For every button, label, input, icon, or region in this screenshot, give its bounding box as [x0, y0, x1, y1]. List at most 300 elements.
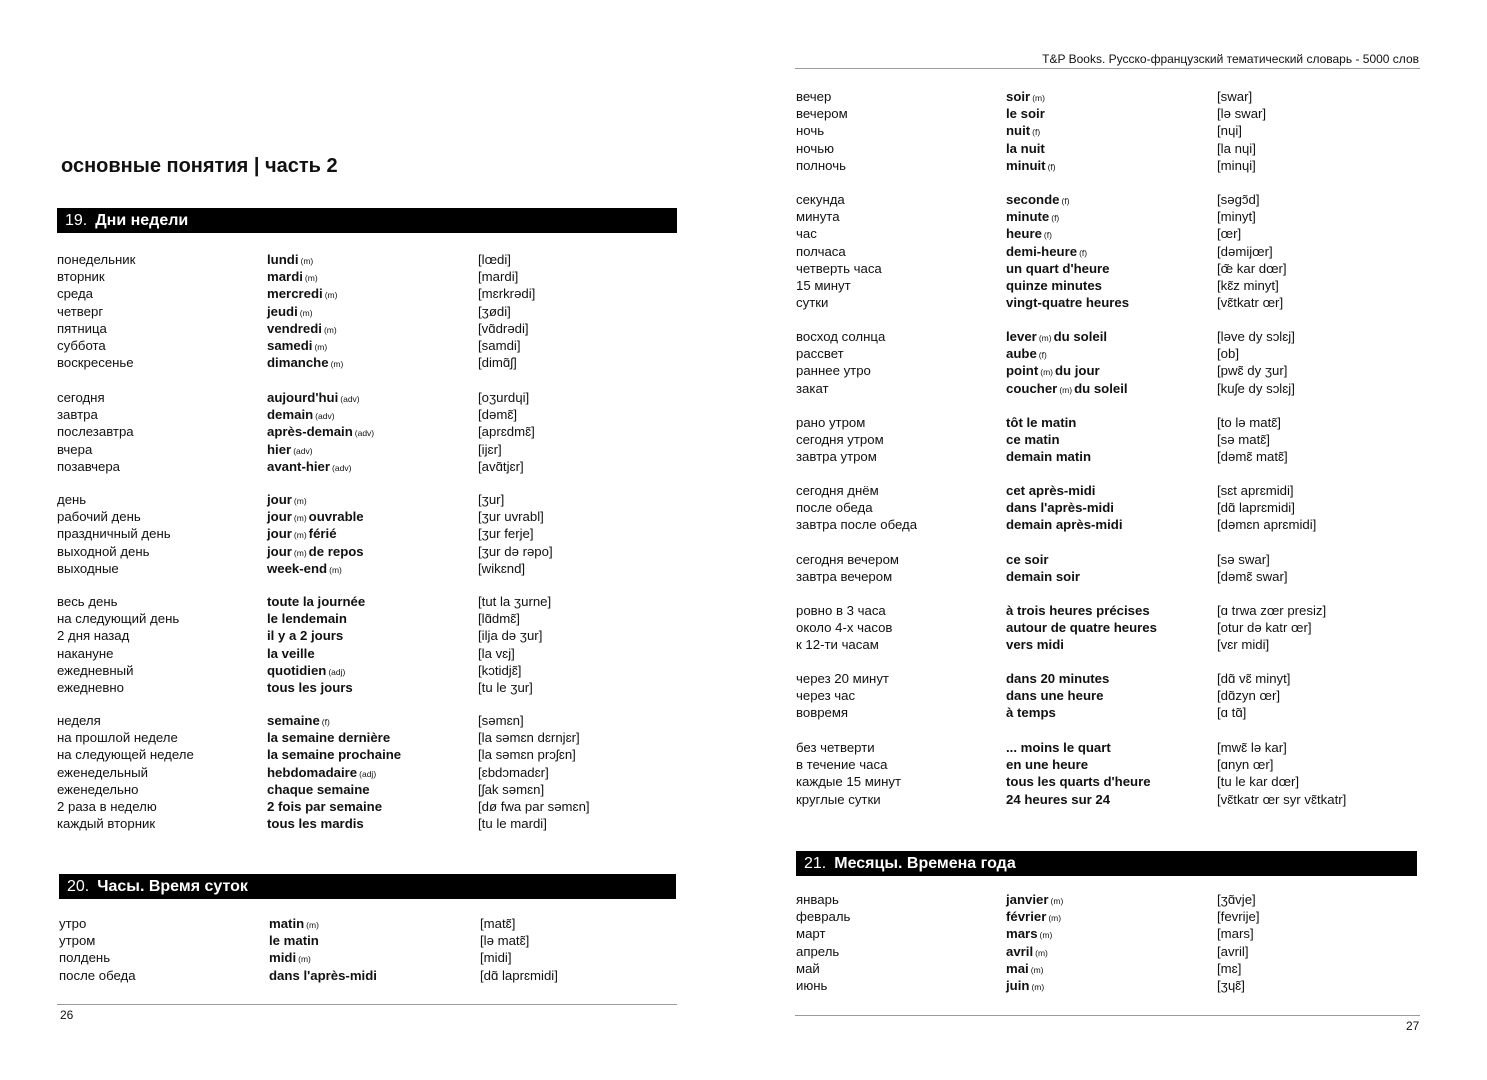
vocab-row [57, 645, 697, 662]
grammar-tag: (adv) [354, 428, 375, 439]
vocab-row [57, 268, 697, 285]
transcription: [vɛ̃tkatr œr syr vɛ̃tkatr] [1217, 791, 1347, 807]
vocab-row [796, 568, 1436, 585]
vocab-row [796, 602, 1436, 619]
transcription: [minɥi] [1217, 157, 1256, 173]
french-term-continued: de repos [308, 543, 364, 559]
transcription: [ob] [1217, 346, 1239, 362]
russian-word: послезавтра [57, 424, 134, 440]
vocab-row [796, 431, 1436, 448]
french-term: hier [267, 441, 292, 457]
french-term: en une heure [1006, 757, 1089, 773]
grammar-tag: (m) [1048, 913, 1062, 924]
french-term-continued: férié [308, 526, 337, 542]
french-term: seconde [1006, 192, 1060, 207]
transcription: [ləve dy sɔlɛj] [1217, 329, 1295, 344]
transcription: [ʒur də rəpo] [478, 543, 553, 559]
grammar-tag: (m) [1030, 964, 1044, 975]
french-term: minute [1006, 209, 1050, 225]
russian-word: день [57, 492, 87, 507]
russian-word: на следующей неделе [57, 747, 194, 763]
vocab-row [57, 337, 697, 354]
russian-word: восход солнца [796, 329, 886, 344]
transcription: [aprɛdmɛ̃] [478, 424, 535, 440]
french-word [1006, 277, 1102, 294]
vocab-row [796, 345, 1436, 362]
french-word [267, 458, 353, 477]
vocab-row [57, 798, 697, 815]
french-term: aube [1006, 346, 1037, 362]
vocab-group [796, 739, 1436, 808]
transcription: [səgɔ̃d] [1217, 192, 1260, 207]
transcription: [œr] [1217, 226, 1242, 242]
french-word [1006, 105, 1045, 122]
russian-word: завтра утром [796, 449, 877, 465]
french-term: vers midi [1006, 637, 1064, 653]
vocab-row [796, 260, 1436, 277]
vocab-row [59, 932, 699, 949]
vocab-row [796, 739, 1436, 756]
grammar-tag: (m) [300, 256, 314, 266]
french-term: heure [1006, 226, 1042, 242]
grammar-tag: (m) [1031, 981, 1045, 992]
vocab-row [796, 791, 1436, 808]
transcription: [vɑ̃drədi] [478, 320, 529, 336]
russian-word: ежедневно [57, 679, 124, 695]
russian-word: сутки [796, 295, 829, 311]
russian-word: февраль [796, 909, 851, 925]
transcription: [kuʃe dy sɔlɛj] [1217, 380, 1295, 396]
vocab-row [57, 354, 697, 371]
vocab-row [796, 328, 1436, 345]
french-term: jour [267, 492, 292, 507]
grammar-tag: (m) [324, 290, 338, 301]
vocab-row [57, 251, 697, 268]
french-term-continued: ouvrable [308, 509, 364, 525]
transcription: [samdi] [478, 337, 521, 353]
french-term: tôt le matin [1006, 415, 1077, 430]
vocab-row [796, 88, 1436, 105]
vocab-row [796, 105, 1436, 122]
grammar-tag: (m) [1059, 384, 1073, 395]
russian-word: январь [796, 892, 839, 907]
french-term: demain matin [1006, 449, 1092, 465]
russian-word: вовремя [796, 705, 849, 721]
grammar-tag: (m) [1038, 333, 1052, 343]
french-term: samedi [267, 337, 313, 353]
russian-word: полдень [59, 950, 111, 966]
transcription: [swar] [1217, 89, 1253, 104]
french-word [1006, 687, 1103, 704]
french-word [1006, 619, 1157, 636]
transcription: [tu le mardi] [478, 816, 547, 832]
russian-word: после обеда [796, 500, 873, 516]
transcription: [tu le kar dœr] [1217, 774, 1300, 790]
russian-word: воскресенье [57, 355, 134, 371]
transcription: [fevrije] [1217, 909, 1260, 925]
transcription: [səmɛn] [478, 713, 524, 728]
section-21-bar [796, 851, 1417, 876]
vocab-row [796, 122, 1436, 139]
vocab-row [796, 482, 1436, 499]
russian-word: рано утром [796, 415, 866, 430]
vocab-row [796, 756, 1436, 773]
transcription: [la nɥi] [1217, 140, 1256, 156]
vocab-group [796, 191, 1436, 311]
vocab-row [57, 320, 697, 337]
russian-word: ночью [796, 140, 834, 156]
french-term: week-end [267, 560, 328, 576]
russian-word: рабочий день [57, 509, 141, 525]
transcription: [la vɛj] [478, 645, 515, 661]
french-word [1006, 294, 1129, 311]
russian-word: через час [796, 688, 856, 704]
transcription: [dø fwa par səmɛn] [478, 798, 590, 814]
vocab-row [796, 225, 1436, 242]
vocab-group [796, 602, 1436, 654]
vocab-row [57, 406, 697, 423]
french-term-continued: du soleil [1053, 329, 1108, 344]
transcription: [ʃak səmɛn] [478, 781, 545, 797]
grammar-tag: (m) [293, 513, 307, 524]
vocab-row [796, 619, 1436, 636]
french-term: juin [1006, 977, 1030, 993]
french-term: demain soir [1006, 569, 1081, 585]
vocab-group [796, 414, 1436, 466]
transcription: [minyt] [1217, 209, 1256, 225]
french-word [1006, 414, 1076, 431]
grammar-tag: (m) [1039, 930, 1053, 941]
vocab-row [57, 423, 697, 440]
french-term: soir [1006, 89, 1031, 104]
french-word [1006, 636, 1064, 653]
grammar-tag: (adv) [315, 411, 335, 422]
vocab-group [57, 491, 697, 577]
french-term-continued: du jour [1054, 363, 1100, 379]
transcription: [dɑ̃zyn œr] [1217, 688, 1281, 704]
french-term: jeudi [267, 303, 298, 319]
french-term: autour de quatre heures [1006, 620, 1157, 636]
french-word [1006, 516, 1123, 533]
french-term: dans une heure [1006, 688, 1104, 704]
right-page [743, 0, 1487, 1080]
french-word [267, 746, 401, 763]
french-term: matin [269, 916, 305, 931]
russian-word: ночь [796, 123, 825, 139]
russian-word: к 12-ти часам [796, 637, 879, 653]
russian-word: суббота [57, 337, 106, 353]
vocab-row [796, 448, 1436, 465]
vocab-row [57, 729, 697, 746]
grammar-tag: (f) [321, 717, 330, 727]
grammar-tag: (m) [293, 547, 307, 558]
transcription: [dimɑ̃ʃ] [478, 355, 517, 371]
transcription: [dəmijœr] [1217, 243, 1273, 259]
vocab-row [796, 140, 1436, 157]
grammar-tag: (f) [1047, 161, 1056, 172]
russian-word: рассвет [796, 346, 844, 362]
french-term: à trois heures précises [1006, 603, 1150, 618]
vocab-row [57, 560, 697, 577]
vocab-row [796, 157, 1436, 174]
french-term: février [1006, 909, 1047, 925]
vocab-row [796, 294, 1436, 311]
french-term: demain après-midi [1006, 517, 1123, 533]
russian-word: неделя [57, 713, 101, 728]
grammar-tag: (m) [304, 273, 318, 284]
vocab-row [59, 967, 699, 984]
vocab-row [57, 508, 697, 525]
transcription: [pwɛ̃ dy ʒur] [1217, 363, 1288, 379]
vocab-group [57, 712, 697, 832]
french-term: nuit [1006, 123, 1031, 139]
french-term: le soir [1006, 106, 1045, 122]
french-term: il y a 2 jours [267, 628, 344, 644]
russian-word: праздничный день [57, 526, 171, 542]
grammar-tag: (m) [1032, 93, 1045, 103]
french-term: chaque semaine [267, 781, 370, 797]
vocab-row [796, 636, 1436, 653]
french-word [269, 932, 319, 949]
russian-word: полчаса [796, 243, 846, 259]
french-word [267, 798, 382, 815]
transcription: [lə swar] [1217, 106, 1267, 122]
french-term: point [1006, 363, 1039, 379]
french-term: midi [269, 950, 297, 966]
russian-word: вчера [57, 441, 93, 457]
vocab-group [796, 670, 1436, 722]
grammar-tag: (f) [1061, 196, 1070, 206]
vocab-row [57, 389, 697, 406]
russian-word: завтра [57, 407, 98, 423]
footer-rule [57, 1004, 677, 1005]
vocab-row [796, 908, 1436, 925]
transcription: [mɛrkrədi] [478, 286, 536, 302]
russian-word: час [796, 226, 817, 242]
transcription: [avril] [1217, 943, 1249, 959]
vocab-row [796, 551, 1436, 568]
french-term: vingt-quatre heures [1006, 295, 1130, 311]
russian-word: среда [57, 286, 94, 302]
grammar-tag: (f) [1038, 350, 1047, 361]
running-header: T&P Books. Русско-французский тематический словарь - 5000 слов [1042, 52, 1419, 66]
french-word [1006, 977, 1046, 996]
transcription: [ʒɥɛ̃] [1217, 977, 1245, 993]
grammar-tag: (adv) [340, 394, 360, 404]
french-term: ce soir [1006, 552, 1049, 567]
section-number: 20. [67, 878, 90, 895]
grammar-tag: (m) [306, 920, 319, 930]
french-term: dans 20 minutes [1006, 671, 1110, 686]
grammar-tag: (f) [1051, 213, 1060, 224]
french-term: hebdomadaire [267, 764, 358, 780]
french-term: toute la journée [267, 594, 366, 609]
french-term: jour [267, 526, 292, 542]
vocab-row [796, 277, 1436, 294]
transcription: [dɑ̃ laprɛmidi] [1217, 500, 1295, 516]
russian-word: выходные [57, 560, 119, 576]
transcription: [ʒødi] [478, 303, 511, 319]
french-term: janvier [1006, 892, 1049, 907]
grammar-tag: (m) [293, 496, 307, 506]
vocab-row [57, 610, 697, 627]
russian-word: завтра после обеда [796, 517, 918, 533]
transcription: [midi] [480, 950, 512, 966]
french-word [269, 967, 377, 984]
french-word [1006, 704, 1056, 721]
french-word [267, 354, 345, 373]
french-term: demi-heure [1006, 243, 1078, 259]
russian-word: сегодня вечером [796, 552, 899, 567]
vocab-row [57, 627, 697, 644]
russian-word: март [796, 926, 826, 942]
french-term: avril [1006, 943, 1034, 959]
grammar-tag: (adv) [293, 445, 313, 456]
section-title: Часы. Время суток [97, 878, 248, 895]
vocab-group [59, 915, 699, 984]
vocab-row [796, 943, 1436, 960]
french-term: ... moins le quart [1006, 740, 1111, 755]
vocab-row [796, 704, 1436, 721]
vocab-row [796, 380, 1436, 397]
russian-word: сегодня [57, 390, 105, 405]
french-term: quotidien [267, 662, 327, 678]
russian-word: июнь [796, 977, 828, 993]
vocab-row [796, 414, 1436, 431]
russian-word: апрель [796, 943, 840, 959]
french-word [1006, 739, 1111, 756]
russian-word: выходной день [57, 543, 150, 559]
russian-word: четверть часа [796, 260, 882, 276]
russian-word: позавчера [57, 458, 120, 474]
russian-word: после обеда [59, 967, 136, 983]
french-word [1006, 602, 1150, 619]
transcription: [sɛt aprɛmidi] [1217, 483, 1294, 498]
russian-word: через 20 минут [796, 671, 889, 686]
french-term: à temps [1006, 705, 1056, 721]
french-word [1006, 551, 1049, 568]
transcription: [ʒur ferje] [478, 526, 534, 542]
transcription: [lɑ̃dmɛ̃] [478, 611, 520, 627]
vocab-row [57, 543, 697, 560]
french-word [267, 815, 364, 832]
grammar-tag: (m) [298, 954, 311, 965]
vocab-row [57, 458, 697, 475]
russian-word: накануне [57, 645, 114, 661]
french-term: dans l'après-midi [269, 967, 377, 983]
transcription: [vɛr midi] [1217, 637, 1270, 653]
french-term: dimanche [267, 355, 329, 371]
section-number: 21. [804, 855, 827, 872]
french-word [1006, 380, 1128, 399]
russian-word: круглые сутки [796, 791, 881, 807]
grammar-tag: (m) [293, 530, 307, 541]
french-term: tous les quarts d'heure [1006, 774, 1151, 790]
vocab-row [796, 925, 1436, 942]
french-term: vendredi [267, 320, 322, 336]
russian-word: сегодня утром [796, 432, 884, 448]
french-term: jour [267, 543, 292, 559]
vocab-row [57, 285, 697, 302]
french-term: le matin [269, 933, 319, 949]
french-term: aujourd'hui [267, 390, 339, 405]
vocab-row [57, 662, 697, 679]
french-term: tous les jours [267, 679, 353, 695]
transcription: [oʒurdɥi] [478, 390, 530, 405]
french-word [1006, 431, 1060, 448]
russian-word: полночь [796, 157, 846, 173]
vocab-row [57, 525, 697, 542]
russian-word: около 4-х часов [796, 620, 893, 636]
french-term: semaine [267, 713, 320, 728]
transcription: [otur də katr œr] [1217, 620, 1312, 636]
transcription: [ɛbdɔmadɛr] [478, 764, 549, 780]
transcription: [la səmɛn dɛrnjɛr] [478, 730, 580, 746]
vocab-row [57, 815, 697, 832]
transcription: [dəmɛ̃ swar] [1217, 569, 1288, 585]
vocab-group [57, 389, 697, 475]
russian-word: сегодня днём [796, 483, 879, 498]
transcription: [ʒɑ̃vje] [1217, 892, 1256, 907]
grammar-tag: (adj) [359, 768, 377, 779]
grammar-tag: (m) [314, 341, 328, 352]
vocab-row [57, 593, 697, 610]
russian-word: без четверти [796, 740, 875, 755]
french-word [1006, 773, 1151, 790]
transcription: [wikɛnd] [478, 560, 526, 576]
vocab-row [57, 764, 697, 781]
transcription: [avɑ̃tjɛr] [478, 458, 524, 474]
transcription: [ijɛr] [478, 441, 502, 457]
vocab-row [796, 499, 1436, 516]
french-term: la nuit [1006, 140, 1045, 156]
french-term: lever [1006, 329, 1037, 344]
french-term: tous les mardis [267, 816, 364, 832]
section-number: 19. [65, 212, 88, 229]
transcription: [to lə matɛ̃] [1217, 415, 1281, 430]
french-term: quinze minutes [1006, 277, 1102, 293]
transcription: [nɥi] [1217, 123, 1242, 139]
transcription: [matɛ̃] [480, 916, 516, 931]
transcription: [ilja də ʒur] [478, 628, 543, 644]
part-title: основные понятия | часть 2 [61, 155, 338, 177]
page-number: 27 [1406, 1019, 1420, 1033]
transcription: [dəmɛ̃ matɛ̃] [1217, 449, 1288, 465]
french-word [1006, 157, 1058, 176]
vocab-row [796, 208, 1436, 225]
vocab-row [796, 960, 1436, 977]
vocab-row [57, 303, 697, 320]
russian-word: на следующий день [57, 611, 180, 627]
transcription: [dəmɛn aprɛmidi] [1217, 517, 1317, 533]
russian-word: вечером [796, 106, 848, 122]
french-word [267, 645, 315, 662]
vocab-group [796, 482, 1436, 534]
section-20-bar [59, 874, 676, 899]
russian-word: минута [796, 209, 840, 225]
french-term: minuit [1006, 157, 1046, 173]
russian-word: секунда [796, 192, 845, 207]
russian-word: пятница [57, 320, 107, 336]
french-word [1006, 482, 1095, 499]
grammar-tag: (f) [1032, 127, 1041, 138]
vocab-row [796, 191, 1436, 208]
transcription: [la səmɛn prɔʃɛn] [478, 747, 576, 763]
transcription: [mars] [1217, 926, 1254, 942]
french-term: un quart d'heure [1006, 260, 1110, 276]
page-number: 26 [60, 1008, 74, 1022]
french-word [1006, 260, 1110, 277]
